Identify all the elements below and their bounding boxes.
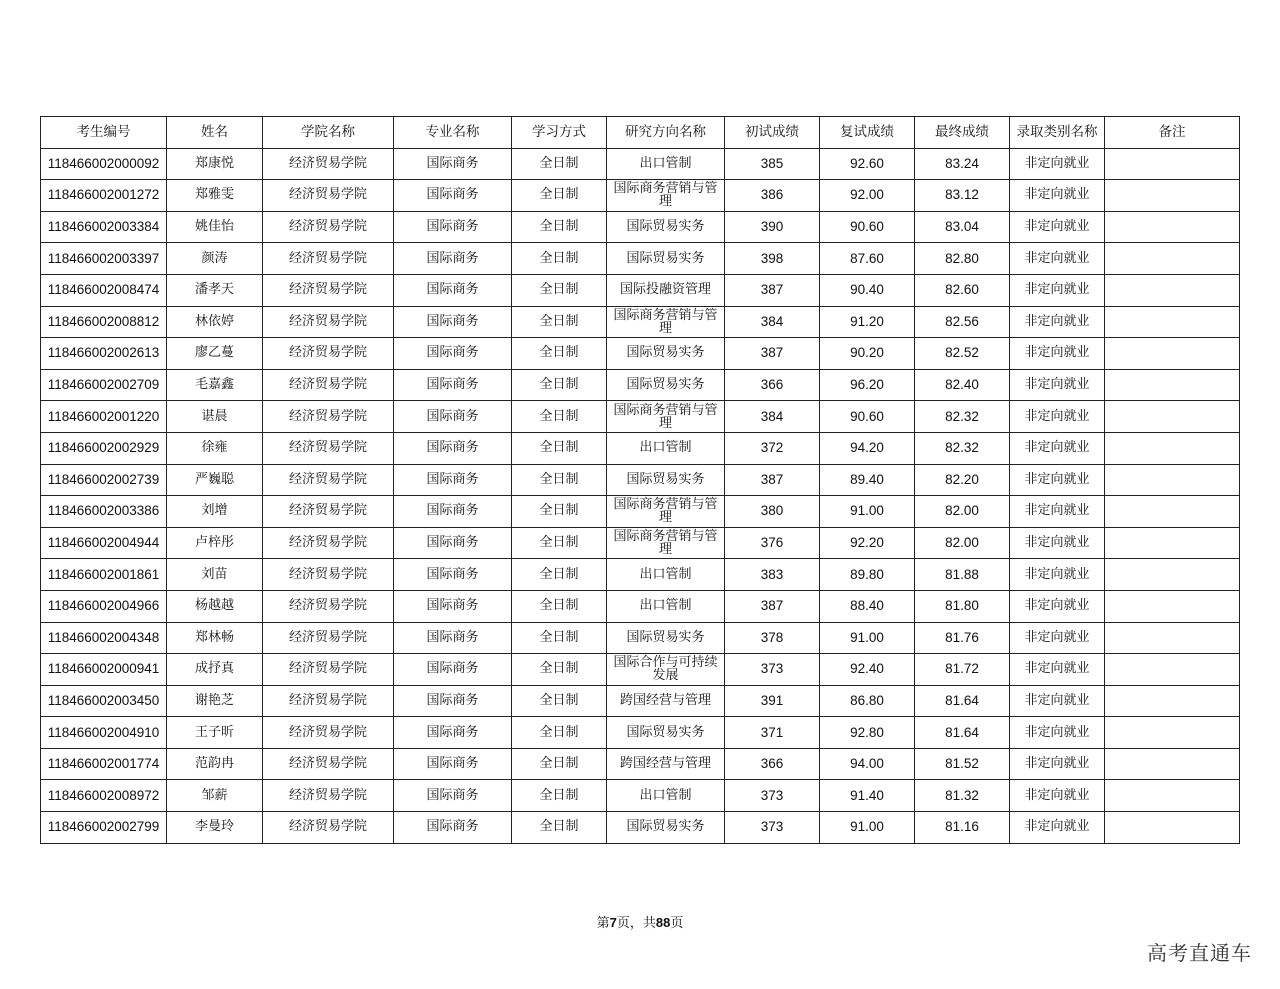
cell-study-mode: 全日制 xyxy=(512,243,607,275)
cell-admission-type: 非定向就业 xyxy=(1010,306,1105,338)
cell-admission-type: 非定向就业 xyxy=(1010,622,1105,654)
cell-initial-score: 366 xyxy=(725,369,820,401)
table-row xyxy=(41,464,1240,496)
cell-research-direction: 出口管制 xyxy=(607,559,725,591)
cell-retest-score: 91.00 xyxy=(820,622,915,654)
cell-research-direction: 国际商务营销与管理 xyxy=(607,527,725,559)
cell-admission-type: 非定向就业 xyxy=(1010,464,1105,496)
admission-table xyxy=(40,116,1240,844)
cell-remarks xyxy=(1105,401,1240,433)
table-row xyxy=(41,496,1240,528)
cell-name: 成抒真 xyxy=(167,654,263,686)
cell-remarks xyxy=(1105,748,1240,780)
cell-final-score: 82.52 xyxy=(915,338,1010,370)
cell-major: 国际商务 xyxy=(394,812,512,844)
cell-remarks xyxy=(1105,780,1240,812)
cell-name: 林依婷 xyxy=(167,306,263,338)
cell-remarks xyxy=(1105,180,1240,212)
cell-college: 经济贸易学院 xyxy=(263,559,394,591)
cell-study-mode: 全日制 xyxy=(512,180,607,212)
cell-study-mode: 全日制 xyxy=(512,496,607,528)
cell-final-score: 82.32 xyxy=(915,432,1010,464)
cell-name: 颜涛 xyxy=(167,243,263,275)
cell-retest-score: 89.40 xyxy=(820,464,915,496)
cell-final-score: 83.04 xyxy=(915,211,1010,243)
cell-research-direction: 跨国经营与管理 xyxy=(607,685,725,717)
table-row xyxy=(41,211,1240,243)
cell-retest-score: 92.80 xyxy=(820,717,915,749)
header-col-study-mode: 学习方式 xyxy=(512,117,607,149)
cell-exam-id: 118466002001220 xyxy=(41,401,167,433)
cell-name: 姚佳怡 xyxy=(167,211,263,243)
cell-admission-type: 非定向就业 xyxy=(1010,559,1105,591)
cell-initial-score: 376 xyxy=(725,527,820,559)
cell-admission-type: 非定向就业 xyxy=(1010,654,1105,686)
cell-major: 国际商务 xyxy=(394,401,512,433)
cell-retest-score: 92.60 xyxy=(820,148,915,180)
cell-retest-score: 90.60 xyxy=(820,211,915,243)
table-row xyxy=(41,306,1240,338)
cell-remarks xyxy=(1105,211,1240,243)
table-row xyxy=(41,338,1240,370)
cell-retest-score: 86.80 xyxy=(820,685,915,717)
cell-admission-type: 非定向就业 xyxy=(1010,685,1105,717)
cell-study-mode: 全日制 xyxy=(512,306,607,338)
cell-research-direction: 国际投融资管理 xyxy=(607,274,725,306)
cell-research-direction: 国际商务营销与管理 xyxy=(607,496,725,528)
cell-retest-score: 89.80 xyxy=(820,559,915,591)
table-row xyxy=(41,717,1240,749)
cell-exam-id: 118466002002709 xyxy=(41,369,167,401)
cell-major: 国际商务 xyxy=(394,559,512,591)
cell-name: 郑康悦 xyxy=(167,148,263,180)
cell-admission-type: 非定向就业 xyxy=(1010,496,1105,528)
cell-admission-type: 非定向就业 xyxy=(1010,812,1105,844)
cell-research-direction: 国际商务营销与管理 xyxy=(607,401,725,433)
cell-name: 郑林畅 xyxy=(167,622,263,654)
header-col-final-score: 最终成绩 xyxy=(915,117,1010,149)
cell-initial-score: 378 xyxy=(725,622,820,654)
cell-remarks xyxy=(1105,527,1240,559)
cell-name: 王子昕 xyxy=(167,717,263,749)
cell-final-score: 82.20 xyxy=(915,464,1010,496)
cell-final-score: 81.64 xyxy=(915,717,1010,749)
cell-initial-score: 387 xyxy=(725,338,820,370)
cell-major: 国际商务 xyxy=(394,748,512,780)
cell-research-direction: 出口管制 xyxy=(607,148,725,180)
cell-admission-type: 非定向就业 xyxy=(1010,717,1105,749)
cell-major: 国际商务 xyxy=(394,496,512,528)
cell-college: 经济贸易学院 xyxy=(263,717,394,749)
cell-final-score: 81.16 xyxy=(915,812,1010,844)
cell-retest-score: 87.60 xyxy=(820,243,915,275)
cell-final-score: 81.64 xyxy=(915,685,1010,717)
cell-retest-score: 88.40 xyxy=(820,590,915,622)
cell-exam-id: 118466002004966 xyxy=(41,590,167,622)
cell-research-direction: 国际商务营销与管理 xyxy=(607,306,725,338)
table-header-row xyxy=(41,117,1240,149)
cell-final-score: 81.32 xyxy=(915,780,1010,812)
table-row xyxy=(41,243,1240,275)
cell-study-mode: 全日制 xyxy=(512,717,607,749)
cell-exam-id: 118466002004910 xyxy=(41,717,167,749)
cell-major: 国际商务 xyxy=(394,180,512,212)
cell-exam-id: 118466002003397 xyxy=(41,243,167,275)
table-row xyxy=(41,180,1240,212)
header-col-remarks: 备注 xyxy=(1105,117,1240,149)
cell-college: 经济贸易学院 xyxy=(263,654,394,686)
cell-remarks xyxy=(1105,496,1240,528)
cell-research-direction: 国际贸易实务 xyxy=(607,622,725,654)
cell-admission-type: 非定向就业 xyxy=(1010,401,1105,433)
header-col-name: 姓名 xyxy=(167,117,263,149)
cell-study-mode: 全日制 xyxy=(512,685,607,717)
cell-college: 经济贸易学院 xyxy=(263,685,394,717)
cell-college: 经济贸易学院 xyxy=(263,527,394,559)
cell-exam-id: 118466002000092 xyxy=(41,148,167,180)
cell-admission-type: 非定向就业 xyxy=(1010,432,1105,464)
page-current: 7 xyxy=(609,915,617,930)
cell-research-direction: 国际贸易实务 xyxy=(607,243,725,275)
cell-retest-score: 96.20 xyxy=(820,369,915,401)
cell-remarks xyxy=(1105,274,1240,306)
cell-college: 经济贸易学院 xyxy=(263,243,394,275)
cell-final-score: 81.72 xyxy=(915,654,1010,686)
cell-major: 国际商务 xyxy=(394,717,512,749)
cell-remarks xyxy=(1105,464,1240,496)
cell-study-mode: 全日制 xyxy=(512,274,607,306)
cell-major: 国际商务 xyxy=(394,590,512,622)
cell-exam-id: 118466002008972 xyxy=(41,780,167,812)
cell-college: 经济贸易学院 xyxy=(263,369,394,401)
cell-study-mode: 全日制 xyxy=(512,432,607,464)
cell-name: 郑雅雯 xyxy=(167,180,263,212)
cell-college: 经济贸易学院 xyxy=(263,274,394,306)
cell-name: 谌晨 xyxy=(167,401,263,433)
cell-admission-type: 非定向就业 xyxy=(1010,527,1105,559)
cell-retest-score: 94.00 xyxy=(820,748,915,780)
cell-major: 国际商务 xyxy=(394,338,512,370)
cell-remarks xyxy=(1105,685,1240,717)
cell-college: 经济贸易学院 xyxy=(263,590,394,622)
cell-initial-score: 387 xyxy=(725,590,820,622)
cell-remarks xyxy=(1105,622,1240,654)
cell-final-score: 82.56 xyxy=(915,306,1010,338)
cell-major: 国际商务 xyxy=(394,527,512,559)
cell-retest-score: 90.60 xyxy=(820,401,915,433)
cell-study-mode: 全日制 xyxy=(512,622,607,654)
cell-study-mode: 全日制 xyxy=(512,401,607,433)
header-col-research-direction: 研究方向名称 xyxy=(607,117,725,149)
cell-retest-score: 90.40 xyxy=(820,274,915,306)
cell-remarks xyxy=(1105,717,1240,749)
header-col-initial-score: 初试成绩 xyxy=(725,117,820,149)
cell-exam-id: 118466002004944 xyxy=(41,527,167,559)
cell-name: 范韵冉 xyxy=(167,748,263,780)
cell-college: 经济贸易学院 xyxy=(263,401,394,433)
cell-study-mode: 全日制 xyxy=(512,527,607,559)
cell-admission-type: 非定向就业 xyxy=(1010,211,1105,243)
cell-remarks xyxy=(1105,369,1240,401)
cell-exam-id: 118466002003450 xyxy=(41,685,167,717)
cell-study-mode: 全日制 xyxy=(512,559,607,591)
cell-name: 严巍聪 xyxy=(167,464,263,496)
cell-name: 廖乙蔓 xyxy=(167,338,263,370)
cell-research-direction: 出口管制 xyxy=(607,590,725,622)
cell-remarks xyxy=(1105,590,1240,622)
cell-initial-score: 387 xyxy=(725,274,820,306)
cell-college: 经济贸易学院 xyxy=(263,496,394,528)
cell-college: 经济贸易学院 xyxy=(263,338,394,370)
cell-remarks xyxy=(1105,338,1240,370)
cell-retest-score: 91.40 xyxy=(820,780,915,812)
cell-final-score: 83.12 xyxy=(915,180,1010,212)
cell-initial-score: 386 xyxy=(725,180,820,212)
table-row xyxy=(41,685,1240,717)
cell-research-direction: 国际贸易实务 xyxy=(607,369,725,401)
cell-name: 卢梓彤 xyxy=(167,527,263,559)
cell-final-score: 82.00 xyxy=(915,496,1010,528)
cell-major: 国际商务 xyxy=(394,654,512,686)
cell-research-direction: 国际商务营销与管理 xyxy=(607,180,725,212)
cell-research-direction: 出口管制 xyxy=(607,432,725,464)
cell-remarks xyxy=(1105,243,1240,275)
cell-admission-type: 非定向就业 xyxy=(1010,180,1105,212)
cell-name: 毛嘉鑫 xyxy=(167,369,263,401)
table-row xyxy=(41,401,1240,433)
cell-research-direction: 国际贸易实务 xyxy=(607,812,725,844)
cell-study-mode: 全日制 xyxy=(512,148,607,180)
cell-study-mode: 全日制 xyxy=(512,780,607,812)
cell-major: 国际商务 xyxy=(394,243,512,275)
cell-exam-id: 118466002008812 xyxy=(41,306,167,338)
cell-major: 国际商务 xyxy=(394,369,512,401)
cell-exam-id: 118466002002799 xyxy=(41,812,167,844)
cell-initial-score: 390 xyxy=(725,211,820,243)
cell-final-score: 82.32 xyxy=(915,401,1010,433)
cell-major: 国际商务 xyxy=(394,780,512,812)
watermark-logo: 高考直通车 xyxy=(1147,941,1252,965)
cell-name: 谢艳芝 xyxy=(167,685,263,717)
page-middle: 页，共 xyxy=(616,916,656,931)
table-row xyxy=(41,369,1240,401)
cell-remarks xyxy=(1105,306,1240,338)
cell-exam-id: 118466002002929 xyxy=(41,432,167,464)
table-row xyxy=(41,432,1240,464)
admission-table-container xyxy=(40,116,1239,844)
cell-exam-id: 118466002002739 xyxy=(41,464,167,496)
cell-initial-score: 384 xyxy=(725,306,820,338)
cell-remarks xyxy=(1105,432,1240,464)
cell-study-mode: 全日制 xyxy=(512,748,607,780)
cell-college: 经济贸易学院 xyxy=(263,812,394,844)
cell-remarks xyxy=(1105,148,1240,180)
cell-final-score: 81.80 xyxy=(915,590,1010,622)
cell-study-mode: 全日制 xyxy=(512,812,607,844)
cell-initial-score: 385 xyxy=(725,148,820,180)
cell-admission-type: 非定向就业 xyxy=(1010,369,1105,401)
cell-initial-score: 366 xyxy=(725,748,820,780)
table-row xyxy=(41,654,1240,686)
cell-exam-id: 118466002001861 xyxy=(41,559,167,591)
table-body xyxy=(41,148,1240,843)
cell-research-direction: 出口管制 xyxy=(607,780,725,812)
cell-admission-type: 非定向就业 xyxy=(1010,748,1105,780)
cell-exam-id: 118466002001774 xyxy=(41,748,167,780)
cell-retest-score: 92.00 xyxy=(820,180,915,212)
cell-final-score: 81.88 xyxy=(915,559,1010,591)
cell-admission-type: 非定向就业 xyxy=(1010,338,1105,370)
cell-major: 国际商务 xyxy=(394,464,512,496)
page-total: 88 xyxy=(655,915,671,930)
cell-initial-score: 391 xyxy=(725,685,820,717)
page-prefix: 第 xyxy=(596,916,610,931)
cell-retest-score: 94.20 xyxy=(820,432,915,464)
cell-final-score: 82.00 xyxy=(915,527,1010,559)
cell-research-direction: 国际贸易实务 xyxy=(607,717,725,749)
cell-major: 国际商务 xyxy=(394,148,512,180)
table-row xyxy=(41,559,1240,591)
cell-name: 刘苗 xyxy=(167,559,263,591)
cell-retest-score: 91.00 xyxy=(820,496,915,528)
cell-major: 国际商务 xyxy=(394,274,512,306)
cell-major: 国际商务 xyxy=(394,211,512,243)
cell-final-score: 82.60 xyxy=(915,274,1010,306)
cell-college: 经济贸易学院 xyxy=(263,432,394,464)
cell-study-mode: 全日制 xyxy=(512,211,607,243)
cell-initial-score: 371 xyxy=(725,717,820,749)
header-col-exam-id: 考生编号 xyxy=(41,117,167,149)
cell-college: 经济贸易学院 xyxy=(263,622,394,654)
cell-initial-score: 373 xyxy=(725,654,820,686)
cell-college: 经济贸易学院 xyxy=(263,464,394,496)
cell-initial-score: 380 xyxy=(725,496,820,528)
header-col-college: 学院名称 xyxy=(263,117,394,149)
cell-retest-score: 91.20 xyxy=(820,306,915,338)
cell-major: 国际商务 xyxy=(394,622,512,654)
cell-college: 经济贸易学院 xyxy=(263,780,394,812)
cell-initial-score: 398 xyxy=(725,243,820,275)
cell-college: 经济贸易学院 xyxy=(263,180,394,212)
cell-study-mode: 全日制 xyxy=(512,654,607,686)
cell-remarks xyxy=(1105,812,1240,844)
cell-initial-score: 387 xyxy=(725,464,820,496)
cell-final-score: 81.52 xyxy=(915,748,1010,780)
cell-name: 邹薪 xyxy=(167,780,263,812)
cell-college: 经济贸易学院 xyxy=(263,148,394,180)
cell-name: 李曼玲 xyxy=(167,812,263,844)
cell-study-mode: 全日制 xyxy=(512,369,607,401)
cell-research-direction: 国际贸易实务 xyxy=(607,464,725,496)
table-row xyxy=(41,622,1240,654)
cell-exam-id: 118466002004348 xyxy=(41,622,167,654)
table-row xyxy=(41,780,1240,812)
cell-final-score: 81.76 xyxy=(915,622,1010,654)
page-suffix: 页 xyxy=(670,916,684,931)
cell-major: 国际商务 xyxy=(394,306,512,338)
cell-retest-score: 92.40 xyxy=(820,654,915,686)
cell-admission-type: 非定向就业 xyxy=(1010,590,1105,622)
cell-exam-id: 118466002003384 xyxy=(41,211,167,243)
cell-name: 杨越越 xyxy=(167,590,263,622)
cell-final-score: 82.40 xyxy=(915,369,1010,401)
cell-major: 国际商务 xyxy=(394,432,512,464)
cell-initial-score: 373 xyxy=(725,812,820,844)
cell-retest-score: 91.00 xyxy=(820,812,915,844)
cell-final-score: 83.24 xyxy=(915,148,1010,180)
table-row xyxy=(41,748,1240,780)
cell-initial-score: 372 xyxy=(725,432,820,464)
cell-major: 国际商务 xyxy=(394,685,512,717)
cell-name: 刘增 xyxy=(167,496,263,528)
cell-college: 经济贸易学院 xyxy=(263,306,394,338)
cell-exam-id: 118466002003386 xyxy=(41,496,167,528)
header-col-major: 专业名称 xyxy=(394,117,512,149)
cell-name: 潘孝天 xyxy=(167,274,263,306)
cell-exam-id: 118466002001272 xyxy=(41,180,167,212)
cell-admission-type: 非定向就业 xyxy=(1010,274,1105,306)
cell-retest-score: 90.20 xyxy=(820,338,915,370)
cell-exam-id: 118466002002613 xyxy=(41,338,167,370)
header-col-retest-score: 复试成绩 xyxy=(820,117,915,149)
cell-admission-type: 非定向就业 xyxy=(1010,148,1105,180)
cell-remarks xyxy=(1105,654,1240,686)
cell-college: 经济贸易学院 xyxy=(263,211,394,243)
cell-initial-score: 373 xyxy=(725,780,820,812)
cell-admission-type: 非定向就业 xyxy=(1010,780,1105,812)
cell-study-mode: 全日制 xyxy=(512,338,607,370)
cell-remarks xyxy=(1105,559,1240,591)
cell-initial-score: 384 xyxy=(725,401,820,433)
cell-college: 经济贸易学院 xyxy=(263,748,394,780)
cell-final-score: 82.80 xyxy=(915,243,1010,275)
table-row xyxy=(41,274,1240,306)
table-row xyxy=(41,527,1240,559)
cell-admission-type: 非定向就业 xyxy=(1010,243,1105,275)
cell-name: 徐雍 xyxy=(167,432,263,464)
table-row xyxy=(41,812,1240,844)
table-row xyxy=(41,148,1240,180)
cell-study-mode: 全日制 xyxy=(512,590,607,622)
cell-initial-score: 383 xyxy=(725,559,820,591)
cell-retest-score: 92.20 xyxy=(820,527,915,559)
cell-research-direction: 国际贸易实务 xyxy=(607,338,725,370)
page-number-footer xyxy=(0,912,1280,931)
cell-research-direction: 国际贸易实务 xyxy=(607,211,725,243)
table-row xyxy=(41,590,1240,622)
cell-research-direction: 国际合作与可持续发展 xyxy=(607,654,725,686)
cell-research-direction: 跨国经营与管理 xyxy=(607,748,725,780)
cell-study-mode: 全日制 xyxy=(512,464,607,496)
cell-exam-id: 118466002008474 xyxy=(41,274,167,306)
cell-exam-id: 118466002000941 xyxy=(41,654,167,686)
header-col-admission-type: 录取类别名称 xyxy=(1010,117,1105,149)
